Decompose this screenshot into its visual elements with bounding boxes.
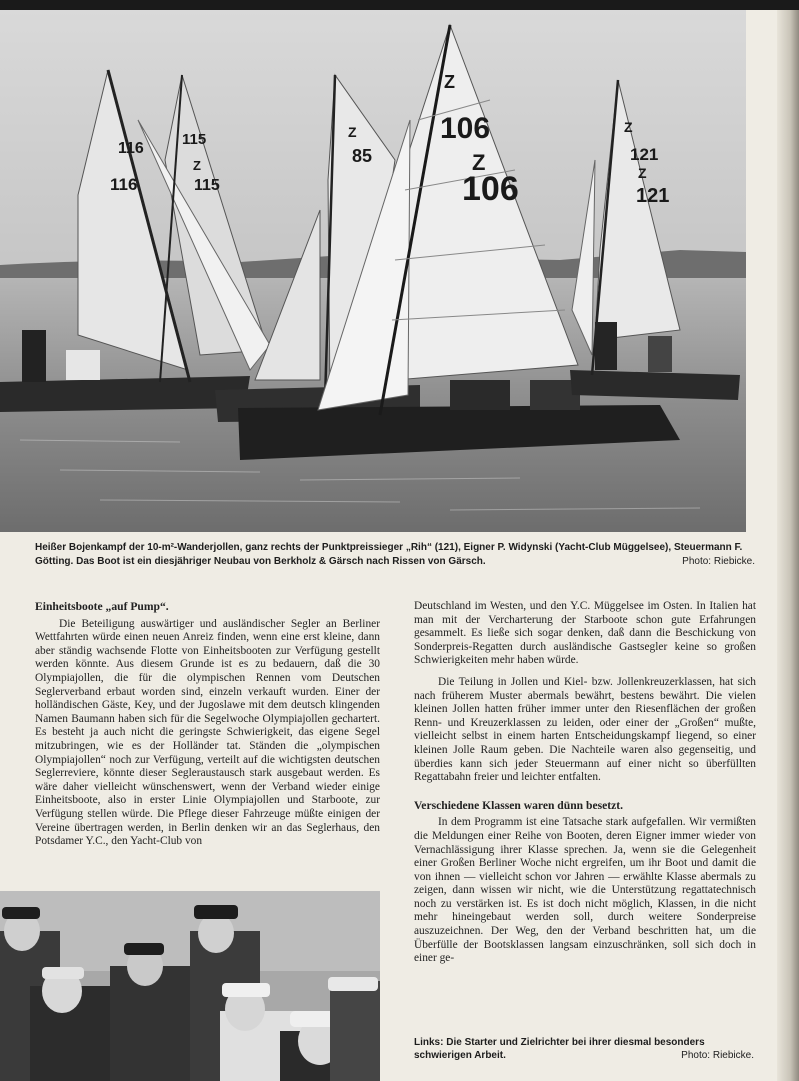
caption-text: Links: Die Starter und Zielrichter bei ihrer diesmal besonders schwierigen Arbeit.	[414, 1037, 705, 1061]
sail-number: 115	[182, 131, 207, 148]
sail-letter: Z	[472, 150, 486, 175]
sail-letter: Z	[638, 165, 647, 181]
section-heading: Einheitsboote „auf Pump“.	[35, 600, 169, 613]
top-photo-caption	[35, 541, 755, 568]
sail-number: 106	[440, 112, 491, 145]
sail-letter: Z	[444, 72, 455, 92]
sail-letter: Z	[193, 158, 201, 173]
bottom-photo-caption	[414, 1037, 754, 1062]
page-edge-shadow	[777, 10, 799, 1081]
photo-credit: Photo: Riebicke.	[682, 555, 755, 567]
sail-letter: Z	[348, 124, 357, 140]
sail-letter: Z	[624, 119, 633, 135]
caption-text: Heißer Bojenkampf der 10-m²-Wanderjollen, ganz rechts der Punktpreissieger „Rih“ (121), Eigner P. Widynski (Yacht-Club Müggelsee), Steuermann F. Götting. Das Boot ist ein diesjähriger Neubau von Berkholz & Gärsch nach Rissen von Gärsch.	[35, 542, 743, 567]
section-heading: Verschiedene Klassen waren dünn besetzt.	[414, 798, 624, 812]
sail-number: 121	[630, 145, 659, 164]
body-paragraph: In dem Programm ist eine Tatsache stark aufgefallen. Wir vermißten die Meldungen einer Reihe von Booten, deren Eigner immer wieder von Vernachlässigung ihrer Klasse sprechen. Ja, wenn sie die Gelegenheit einer Großen Berliner Woche nicht ergreifen, um ihr Boot und damit die von ihnen — vielleicht schon vor Jahren — erwählte Klasse abermals zu zeigen, dann wissen wir nicht, wie die Unterstützung regattatechnisch noch zu verstärken ist. Es ist doch nicht möglich, Klassen, in die nicht mehr hineingebaut werden soll, durch weitere Sonderpreise auszuzeichnen. Der Weg, den der Verband beschritten hat, um die Überfülle der Bootsklassen langsam einzuschränken, soll sich doch in einer ge-	[414, 816, 756, 965]
sail-number: 106	[462, 170, 519, 208]
sail-number: 116	[110, 175, 138, 194]
sailing-regatta-photo	[0, 10, 746, 532]
photo-credit: Photo: Riebicke.	[681, 1049, 754, 1061]
magazine-page	[0, 10, 799, 1081]
officials-photo	[0, 891, 380, 1081]
sail-number: 115	[194, 177, 220, 194]
left-column	[35, 600, 380, 849]
body-paragraph: Deutschland im Westen, und den Y.C. Müggelsee im Osten. In Italien hat man mit der Vercharterung der Starboote schon gute Erfahrungen gesammelt. Es ließe sich sogar denken, daß dann die Beschickung von Sonderpreis-Regatten durch ausländische Gastsegler keine so großen Schwierigkeiten mehr haben würde.	[414, 600, 756, 667]
sail-number: 121	[636, 185, 670, 207]
right-column	[414, 600, 756, 966]
body-paragraph: Die Teilung in Jollen und Kiel- bzw. Jollenkreuzerklassen, hat sich nach früherem Muster abermals bewährt, bestens bewährt. Die vielen kleinen Jollen hatten früher immer unter den Riesenflächen der großen Renn- und Kreuzerklassen zu leiden, oder einer der „Großen“ mußte, vielleicht selbst in einem harten Entscheidungskampf liegend, so einer kleinen Jolle Raum geben. Die Nachteile waren also gegenseitig, und überdies kann sich jeder Steuermann auf einer nicht so überfüllten Regattabahn freier und leichter entfalten.	[414, 675, 756, 784]
body-paragraph: Die Beteiligung auswärtiger und ausländischer Segler an Berliner Wettfahrten würde einen neuen Anreiz finden, wenn eine erst kleine, dann aber ständig wachsende Flotte von Einheitsbooten zur Verfügung gestellt werden könnte. Aus diesem Grunde ist es zu bedauern, daß die 30 Olympiajollen, die für die olympischen Rennen vom Deutschen Seglerverband erbaut worden sind, einzeln verkauft wurden. Einer der holländischen Gäste, Key, und der Jugoslawe mit dem deutsch klingenden Namen Baumann haben sich für die Segelwoche Olympiajollen gechartert. Es besteht ja auch nicht die geringste Schwierigkeit, das eigene Segel mitzubringen, wie es der Holländer tat. Ständen die „olympischen Olympiajollen“ noch zur Verfügung, verteilt auf die wichtigsten deutschen Seglerreviere, könnte dieser Segleraustausch stark ausgebaut werden. Es wäre daher vielleicht wünschenswert, wenn der Verband wieder einige Einheitsboote, also in erster Linie Olympiajollen und Starboote, zur Verfügung stellen würde. Die Pflege dieser Fahrzeuge müßte einigen der Vereine übertragen werden, in Berlin denken wir an das Seglerhaus, den Potsdamer Y.C., den Yacht-Club von	[35, 617, 380, 848]
sail-number: 116	[118, 140, 144, 157]
sail-number: 85	[352, 146, 373, 166]
